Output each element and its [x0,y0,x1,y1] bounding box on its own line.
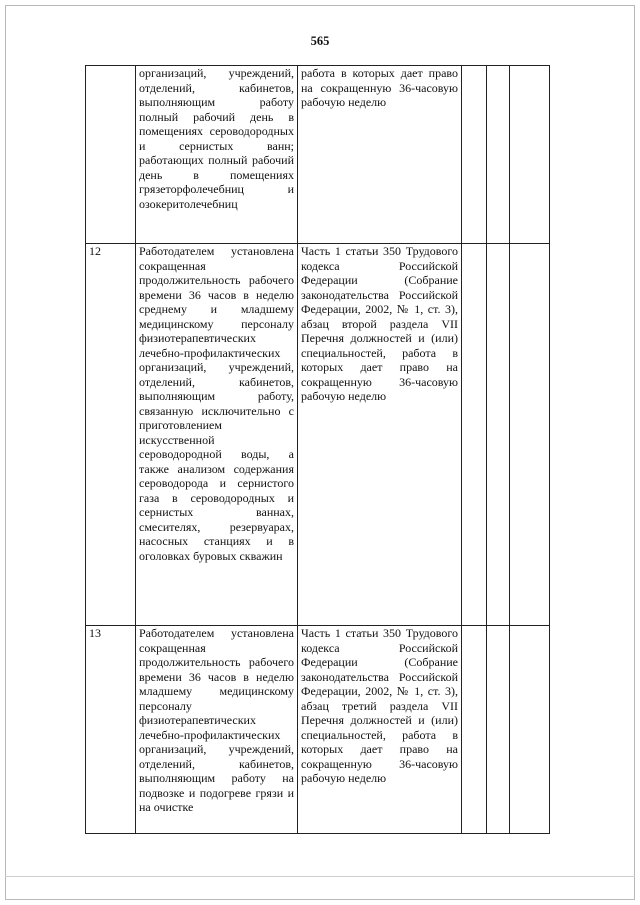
row-number [86,66,136,244]
answer-cell-yes[interactable] [462,66,487,244]
answer-cell-na[interactable] [510,626,550,834]
answer-cell-yes[interactable] [462,244,487,626]
legal-reference: Часть 1 статьи 350 Трудового кодекса Российской Федерации (Собрание законодательства Российской Федерации, 2002, № 1, ст. 3), абзац третий раздела VII Перечня должностей и (или) специальностей, работа в которых дает право на сокращенную 36-часовую рабочую неделю [298,626,462,834]
answer-cell-no[interactable] [487,626,510,834]
legal-reference: Часть 1 статьи 350 Трудового кодекса Российской Федерации (Собрание законодательства Российской Федерации, 2002, № 1, ст. 3), абзац второй раздела VII Перечня должностей и (или) специальностей, работа в которых дает право на сокращенную 36-часовую рабочую неделю [298,244,462,626]
table-row [86,626,550,834]
checklist-table [85,65,550,834]
answer-cell-no[interactable] [487,244,510,626]
row-number: 13 [86,626,136,834]
row-number: 12 [86,244,136,626]
answer-cell-yes[interactable] [462,626,487,834]
answer-cell-no[interactable] [487,66,510,244]
page-number: 565 [310,34,330,48]
table-row [86,66,550,244]
table-row [86,244,550,626]
requirement-text: Работодателем установлена сокращенная продолжительность рабочего времени 36 часов в неделю среднему и младшему медицинскому персоналу физиотерапевтических лечебно-профилактических организаций, учреждений, отделений, кабинетов, выполняющим работу, связанную исключительно с приготовлением искусственной сероводородной воды, а также анализом содержания сероводорода и сернистого газа в сероводородных и сернистых ваннах, смесителях, резервуарах, насосных станциях и в оголовках буровых скважин [136,244,298,626]
answer-cell-na[interactable] [510,66,550,244]
requirement-text: организаций, учреждений, отделений, кабинетов, выполняющим работу полный рабочий день в помещениях сероводородных и сернистых ванн; работающих полный рабочий день в помещениях грязеторфолечебниц и озокеритолечебниц [136,66,298,244]
requirement-text: Работодателем установлена сокращенная продолжительность рабочего времени 36 часов в неделю младшему медицинскому персоналу физиотерапевтических лечебно-профилактических организаций, учреждений, отделений, кабинетов, выполняющим работу на подвозке и подогреве грязи и на очистке [136,626,298,834]
bottom-divider [5,876,635,877]
legal-reference: работа в которых дает право на сокращенную 36-часовую рабочую неделю [298,66,462,244]
answer-cell-na[interactable] [510,244,550,626]
